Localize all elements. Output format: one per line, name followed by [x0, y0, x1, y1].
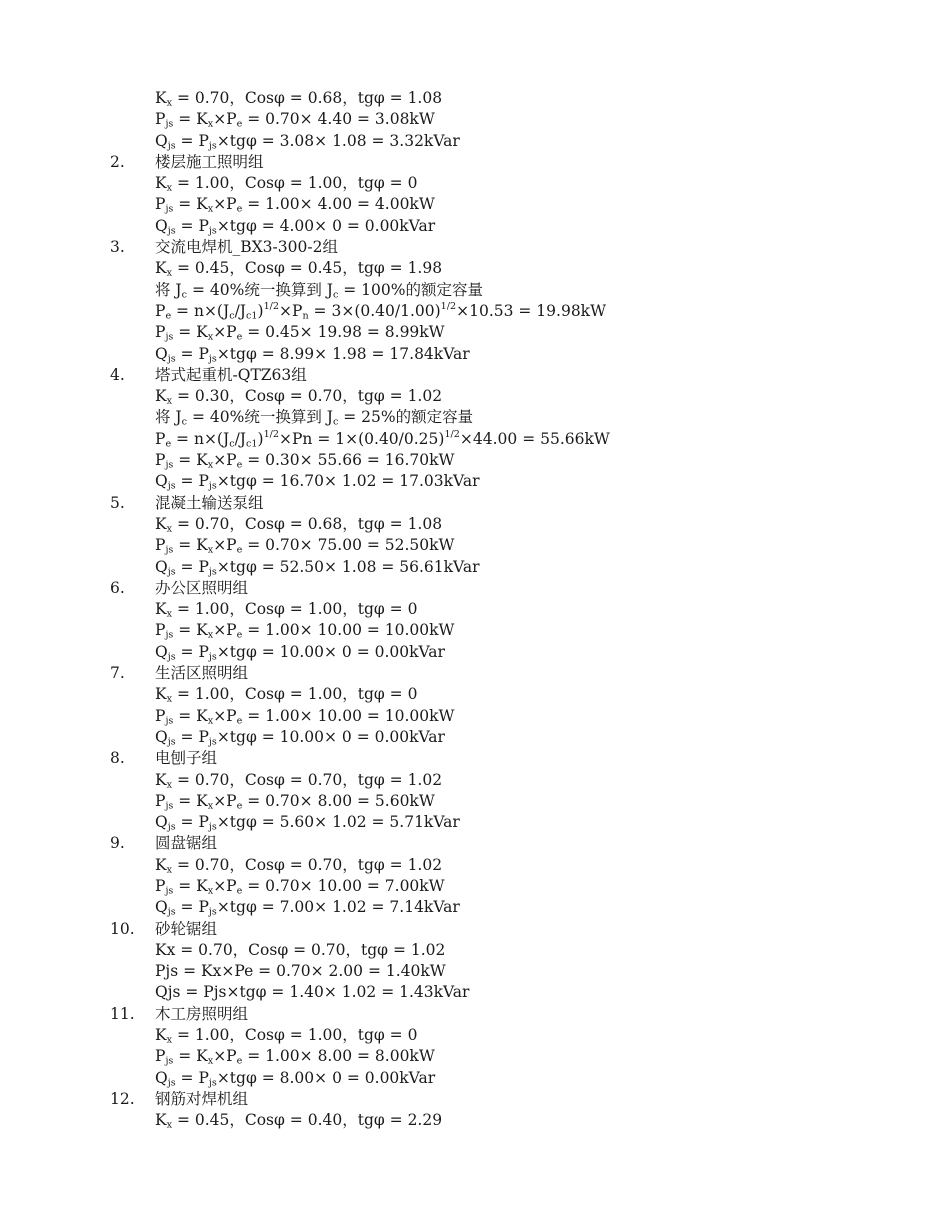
- group-number: 2.: [110, 152, 125, 171]
- line-row: [0, 599, 950, 620]
- line-row: [0, 1068, 950, 1089]
- line-row: [0, 131, 950, 152]
- formula-line: $P_{js} = K_x\times P_e = 0.70\times 8.00 = 5.60kW$: [155, 791, 435, 812]
- line-row: [0, 620, 950, 641]
- formula-line: $K_x = 1.00$，Cosφ = 1.00，tgφ = 0: [155, 1026, 418, 1046]
- line-row: [0, 301, 950, 322]
- line-row: [0, 88, 950, 109]
- group-heading: [0, 578, 950, 599]
- group-title: 交流电焊机_BX3-300-2组: [155, 238, 338, 257]
- line-row: [0, 280, 950, 301]
- group-heading: [0, 237, 950, 258]
- formula-line: $P_{js} = K_x\times P_e = 0.30\times 55.66 = 16.70kW$: [155, 451, 455, 471]
- line-row: [0, 706, 950, 727]
- group-number: 10.: [110, 919, 135, 938]
- formula-line: $K_x = 0.45$，Cosφ = 0.45，tgφ = 1.98: [155, 259, 443, 279]
- line-row: [0, 982, 950, 1003]
- group-heading: [0, 833, 950, 854]
- formula-line: $P_{js} = K_x\times P_e = 1.00\times 10.00 = 10.00kW$: [155, 706, 455, 726]
- group-title: 钢筋对焊机组: [155, 1089, 249, 1108]
- group-heading: [0, 493, 950, 514]
- line-row: [0, 557, 950, 578]
- document-page: [0, 88, 950, 1132]
- group-heading: [0, 1089, 950, 1110]
- formula-line: $P_{js} = K_x\times P_e = 0.70\times 75.00 = 52.50kW$: [155, 536, 455, 556]
- line-row: [0, 407, 950, 428]
- line-row: [0, 109, 950, 130]
- formula-line: $Q_{js} = P_{js}\times tg\varphi = 10.00\times 0$ = 0.00kVar: [155, 727, 445, 748]
- line-row: [0, 684, 950, 705]
- formula-line: $Q_{js} = P_{js}\times tg\varphi = 8.99\times 1.98$ = 17.84kVar: [155, 344, 470, 364]
- line-row: [0, 812, 950, 833]
- line-row: [0, 194, 950, 215]
- line-row: [0, 642, 950, 663]
- formula-line: $K_x = 0.30$，Cosφ = 0.70，tgφ = 1.02: [155, 387, 443, 407]
- formula-line: $Q_{js} = P_{js}\times tg\varphi = 10.00\times 0$ = 0.00kVar: [155, 642, 445, 663]
- line-row: [0, 855, 950, 876]
- line-row: [0, 471, 950, 492]
- group-number: 5.: [110, 493, 125, 512]
- group-number: 11.: [110, 1004, 135, 1023]
- line-row: [0, 791, 950, 812]
- formula-line: $K_x = 1.00$，Cosφ = 1.00，tgφ = 0: [155, 174, 418, 194]
- formula-line: $P_e = n\times(J_c/J_{c1})^{1/2}\times Pn = 1\times(0.40/0.25)^{1/2}\times 44.00 = 55.66kW$: [155, 428, 610, 450]
- formula-line: Pjs = Kx×Pe = 0.70× 2.00 = 1.40kW: [155, 962, 446, 981]
- group-heading: [0, 663, 950, 684]
- line-row: [0, 770, 950, 791]
- group-heading: [0, 365, 950, 386]
- line-row: [0, 322, 950, 343]
- formula-line: $K_x = 0.70$，Cosφ = 0.70，tgφ = 1.02: [155, 770, 443, 790]
- line-row: [0, 876, 950, 897]
- line-row: [0, 1025, 950, 1046]
- formula-line: $P_{js} = K_x\times P_e = 1.00\times 10.00 = 10.00kW$: [155, 621, 455, 641]
- line-row: [0, 216, 950, 237]
- formula-line: $K_x = 0.70$，Cosφ = 0.68，tgφ = 1.08: [155, 89, 443, 109]
- group-heading: [0, 1004, 950, 1025]
- line-row: [0, 961, 950, 982]
- line-row: [0, 258, 950, 279]
- group-title: 木工房照明组: [155, 1004, 249, 1023]
- formula-line: $K_x = 0.70$，Cosφ = 0.68，tgφ = 1.08: [155, 514, 443, 535]
- line-row: [0, 1046, 950, 1067]
- group-number: 6.: [110, 578, 125, 597]
- line-row: [0, 344, 950, 365]
- line-row: [0, 1110, 950, 1131]
- formula-line: $P_{js} = K_x\times P_e = 0.45\times 19.98 = 8.99kW$: [155, 323, 445, 343]
- line-row: [0, 450, 950, 471]
- formula-line: $P_{js} = K_x\times P_e = 1.00\times 4.00 = 4.00kW$: [155, 195, 435, 215]
- line-row: [0, 514, 950, 535]
- group-title: 砂轮锯组: [155, 919, 218, 938]
- formula-line: $Q_{js} = P_{js}\times tg\varphi = 5.60\times 1.02$ = 5.71kVar: [155, 813, 460, 833]
- formula-line: $Q_{js} = P_{js}\times tg\varphi = 3.08\times 1.08$ = 3.32kVar: [155, 131, 460, 151]
- group-title: 圆盘锯组: [155, 834, 218, 853]
- group-number: 7.: [110, 664, 125, 683]
- line-row: [0, 173, 950, 194]
- line-row: [0, 535, 950, 556]
- formula-line: $K_x = 0.70$，Cosφ = 0.70，tgφ = 1.02: [155, 855, 443, 876]
- group-heading: [0, 748, 950, 769]
- formula-line: $Q_{js} = P_{js}\times tg\varphi = 7.00\times 1.02$ = 7.14kVar: [155, 898, 460, 918]
- group-heading: [0, 919, 950, 940]
- formula-line: $Q_{js} = P_{js}\times tg\varphi = 52.50\times 1.08$ = 56.61kVar: [155, 557, 480, 577]
- group-number: 4.: [110, 365, 125, 384]
- group-number: 8.: [110, 749, 125, 768]
- formula-line: $P_{js} = K_x\times P_e = 0.70\times 10.00 = 7.00kW$: [155, 876, 445, 897]
- group-title: 生活区照明组: [155, 664, 249, 683]
- group-title: 塔式起重机-QTZ63组: [155, 365, 307, 384]
- group-number: 9.: [110, 834, 125, 853]
- group-number: 3.: [110, 238, 125, 257]
- calculation-list: [0, 88, 950, 1132]
- line-row: [0, 727, 950, 748]
- group-title: 混凝土输送泵组: [155, 493, 264, 512]
- formula-line: $P_e = n\times(J_c/J_{c1})^{1/2}\times P_n = 3\times(0.40/1.00)^{1/2}\times 10.53 = 19.98kW$: [155, 300, 607, 322]
- formula-line: $K_x = 0.45$，Cosφ = 0.40，tgφ = 2.29: [155, 1111, 443, 1131]
- formula-line: $K_x = 1.00$，Cosφ = 1.00，tgφ = 0: [155, 600, 418, 620]
- formula-line: $P_{js} = K_x\times P_e = 0.70\times 4.40 = 3.08kW$: [155, 110, 435, 130]
- group-title: 办公区照明组: [155, 578, 249, 597]
- group-number: 12.: [110, 1089, 135, 1108]
- line-row: [0, 897, 950, 918]
- formula-line: $Q_{js} = P_{js}\times tg\varphi = 4.00\times 0$ = 0.00kVar: [155, 216, 436, 237]
- group-heading: [0, 152, 950, 173]
- formula-line: Kx = 0.70，Cosφ = 0.70，tgφ = 1.02: [155, 940, 446, 959]
- line-row: [0, 940, 950, 961]
- line-row: [0, 386, 950, 407]
- formula-line: $K_x = 1.00$，Cosφ = 1.00，tgφ = 0: [155, 685, 418, 705]
- formula-line: 将 $J_c = 40\%$统一换算到 $J_c = 100\%$的额定容量: [155, 280, 483, 301]
- group-title: 楼层施工照明组: [155, 152, 264, 171]
- line-row: [0, 429, 950, 450]
- group-title: 电刨子组: [155, 749, 218, 768]
- formula-line: $P_{js} = K_x\times P_e = 1.00\times 8.00 = 8.00kW$: [155, 1047, 435, 1067]
- formula-line: 将 $J_c = 40\%$统一换算到 $J_c = 25\%$的额定容量: [155, 408, 474, 428]
- formula-line: $Q_{js} = P_{js}\times tg\varphi = 16.70\times 1.02$ = 17.03kVar: [155, 472, 480, 492]
- formula-line: $Q_{js} = P_{js}\times tg\varphi = 8.00\times 0$ = 0.00kVar: [155, 1068, 436, 1089]
- formula-line: Qjs = Pjs×tgφ = 1.40× 1.02 = 1.43kVar: [155, 983, 470, 1002]
